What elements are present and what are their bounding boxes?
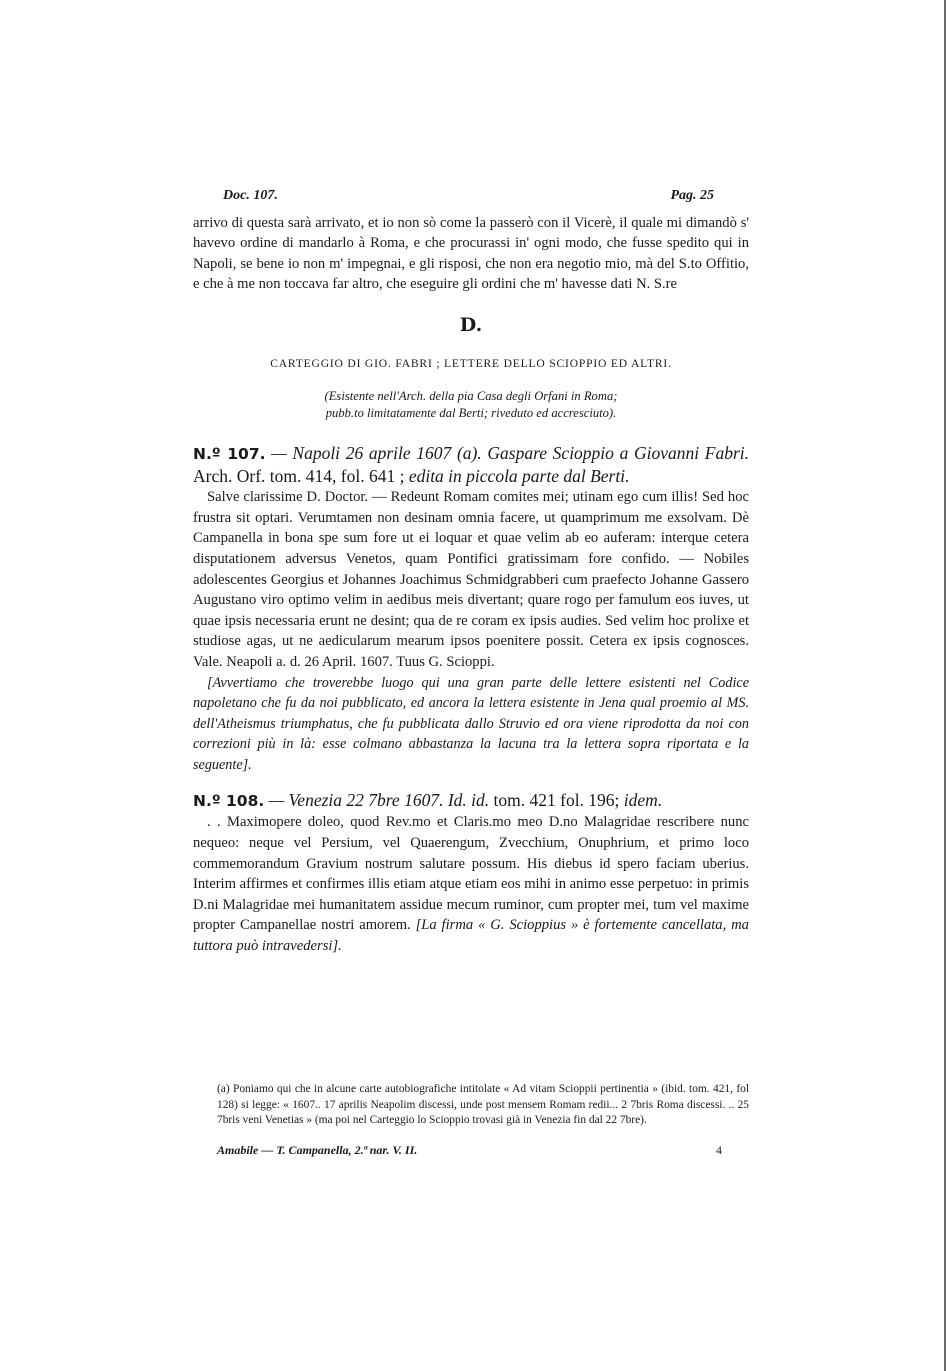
letter-107-date: — Napoli 26 aprile 1607 (a). Gaspare Scioppio a Giovanni Fabri. [265,443,749,464]
intro-paragraph: arrivo di questa sarà arrivato, et io non sò come la passerò con il Vicerè, il quale mi dimandò s' havevo ordine di mandarlo à Roma, e che procurassi in' ogni modo, che fusse spedito qui in Napoli, se bene io non m' impegnai, e gli risposi, che non era negotio mio, mà del S.to Offitio, e che à me non toccava far altro, che eseguire gli ordini che m' havesse dati N. S.re [193,214,749,293]
source-note [193,388,749,422]
sheet-number: 4 [716,1143,722,1157]
source-note-line-2: pubb.to limitatamente dal Berti; riveduto ed accresciuto). [325,406,617,421]
letter-108-number: N.º 108. [193,792,265,811]
section-title: CARTEGGIO DI GIO. FABRI ; LETTERE DELLO SCIOPPIO ED ALTRI. [270,356,672,370]
printer-signature: Amabile — T. Campanella, 2.ª nar. V. II. [217,1143,418,1157]
footer-signature-line [217,1143,722,1158]
running-header [193,186,749,207]
letter-107-edition: edita in piccola parte dal Berti. [408,466,630,487]
letter-107-archive: Arch. Orf. tom. 414, fol. 641 ; [193,466,409,487]
source-note-line-1: (Esistente nell'Arch. della pia Casa degli Orfani in Roma; [324,389,618,404]
letter-107-number: N.º 107. [193,445,266,464]
letter-108-heading [193,789,749,812]
letter-108-edition: idem. [623,790,663,811]
doc-number: Doc. 107. [223,188,278,203]
letter-108-signature-note: [La firma « G. Scioppius » è fortemente cancellata, ma tuttora può intravedersi]. [193,917,749,955]
letter-108-archive: tom. 421 fol. 196; [489,790,624,811]
letter-108-date: — Venezia 22 7bre 1607. Id. id. [264,790,490,811]
letter-108-body [193,812,749,956]
letter-108-body-text: . . Maximopere doleo, quod Rev.mo et Claris.mo meo D.no Malagridae rescribere nunc nequeo: neque vel Persium, vel Quaerengum, Zvecchium, Onuphrium, et primo loco commemorandum Gravium nostrum salutare possum. His diebus id spero faciam uberius. Interim affirmes et confirmes illis etiam atque etiam eos mihi in animo esse perpetuo: in primis D.ni Malagridae mei humanitatem assidue mecum ruminor, cum propter mei, tum vel maxime propter Campanellae nostri amorem. [193,814,749,934]
page-content [193,186,749,957]
letter-107-editorial-note: [Avvertiamo che troverebbe luogo qui una gran parte delle lettere esistenti nel Codice napoletano che fu da noi pubblicato, ed ancora la lettera esistente in Jena qual proemio al MS. dell'Atheismus triumphatus, che fu pubblicata dallo Struvio ed ora viene riprodotta da noi con correzioni più in là: esse colmano abbastanza la lacuna tra la lettera sopra riportata e la seguente]. [193,674,749,773]
footnote: (a) Poniamo qui che in alcune carte autobiografiche intitolate « Ad vitam Scioppii pertinentia » (ibid. tom. 421, fol 128) si legge: « 1607.. 17 aprilis Neapolim discessi, unde post mensem Romam redii... 2 7bris Roma discessi. .. 25 7bris veni Venetias » (ma poi nel Carteggio lo Scioppio trovasi già in Venezia fin dal 22 7bre). [217,1083,749,1127]
page-number: Pag. 25 [670,188,714,203]
section-letter: D. [459,313,483,336]
letter-107-body: Salve clarissime D. Doctor. — Redeunt Romam comites mei; utinam ego cum illis! Sed hoc frustra sit optari. Verumtamen non desinam omnia facere, ut quamprimum me exsolvam. Dè Campanella in bona spe sum fore ut ei loquar et quae velim ab eo auferam: interque cetera disputationem adversus Venetos, quam Pontifici gratissimam fore confido. — Nobiles adolescentes Georgius et Johannes Joachimus Schmidgrabberi cum praefecto Johanne Gassero Augustano viro optimo velim in aedibus meis divertant; quare rogo per famulum eos iuves, ut quae ipsis necessaria erunt ne desint; qua de re coram ex ipsis audies. Sed velim hoc prolixe et studiose agas, ut ne aedicularum mearum ipsos poenitere possit. Cetera ex ipsis cognosces. Vale. Neapoli a. d. 26 April. 1607. Tuus G. Scioppi. [193,489,749,670]
letter-107-heading [193,442,749,487]
